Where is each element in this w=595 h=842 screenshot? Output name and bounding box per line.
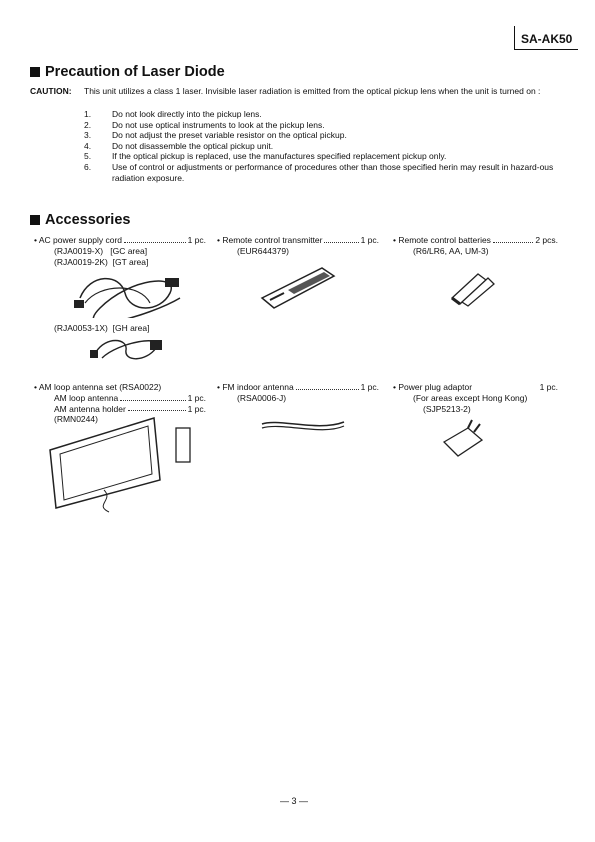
model-number: SA-AK50 [514, 26, 578, 50]
ac-cord-gh: (RJA0053-1X) [GH area] [54, 323, 150, 333]
step: 2. Do not use optical instruments to look at the pickup lens. [84, 119, 325, 130]
batteries-item: • Remote control batteries 2 pcs. (R6/LR6, AA, UM-3) [393, 235, 558, 256]
step: 6. Use of control or adjustments or performance of procedures other than those specified herin may result in hazard-ous radiation exposure. [84, 161, 554, 183]
accessories-heading [30, 212, 130, 228]
caution-text: This unit utilizes a class 1 laser. Invisible laser radiation is emitted from the optical pickup lens when the unit is turned on : [84, 86, 541, 96]
am-loop-item: • AM loop antenna set (RSA0022) AM loop antenna 1 pc. AM antenna holder 1 pc. (RMN0244) [34, 382, 206, 425]
plug-adaptor-illustration [438, 418, 488, 462]
caution-label: CAUTION: [30, 86, 72, 96]
ac-cord-item: • AC power supply cord 1 pc. (RJA0019-X) [GC area] (RJA0019-2K) [GT area] [34, 235, 206, 267]
step: 4. Do not disassemble the optical pickup unit. [84, 140, 274, 151]
section-square-icon [30, 67, 40, 77]
precaution-title: Precaution of Laser Diode [45, 64, 225, 80]
step: 1. Do not look directly into the pickup lens. [84, 109, 262, 119]
plug-adaptor-item: • Power plug adaptor 1 pc. (For areas except Hong Kong) (SJP5213-2) [393, 382, 558, 414]
ac-cord-illustration [70, 268, 190, 318]
am-loop-illustration [44, 410, 204, 515]
remote-illustration [258, 262, 338, 312]
caution-steps [84, 109, 564, 183]
step: 5. If the optical pickup is replaced, use the manufactures specified replacement pickup only. [84, 151, 447, 162]
page-number: — 3 — [280, 796, 309, 806]
fm-antenna-item: • FM indoor antenna 1 pc. (RSA0006-J) [217, 382, 379, 403]
accessories-title: Accessories [45, 212, 131, 228]
fm-antenna-illustration [258, 414, 348, 436]
section-square-icon [30, 215, 40, 225]
precaution-heading [30, 64, 225, 80]
ac-cord-gh-illustration [88, 334, 168, 364]
step: 3. Do not adjust the preset variable resistor on the optical pickup. [84, 130, 347, 141]
batteries-illustration [448, 268, 498, 308]
remote-item: • Remote control transmitter 1 pc. (EUR644379) [217, 235, 379, 256]
